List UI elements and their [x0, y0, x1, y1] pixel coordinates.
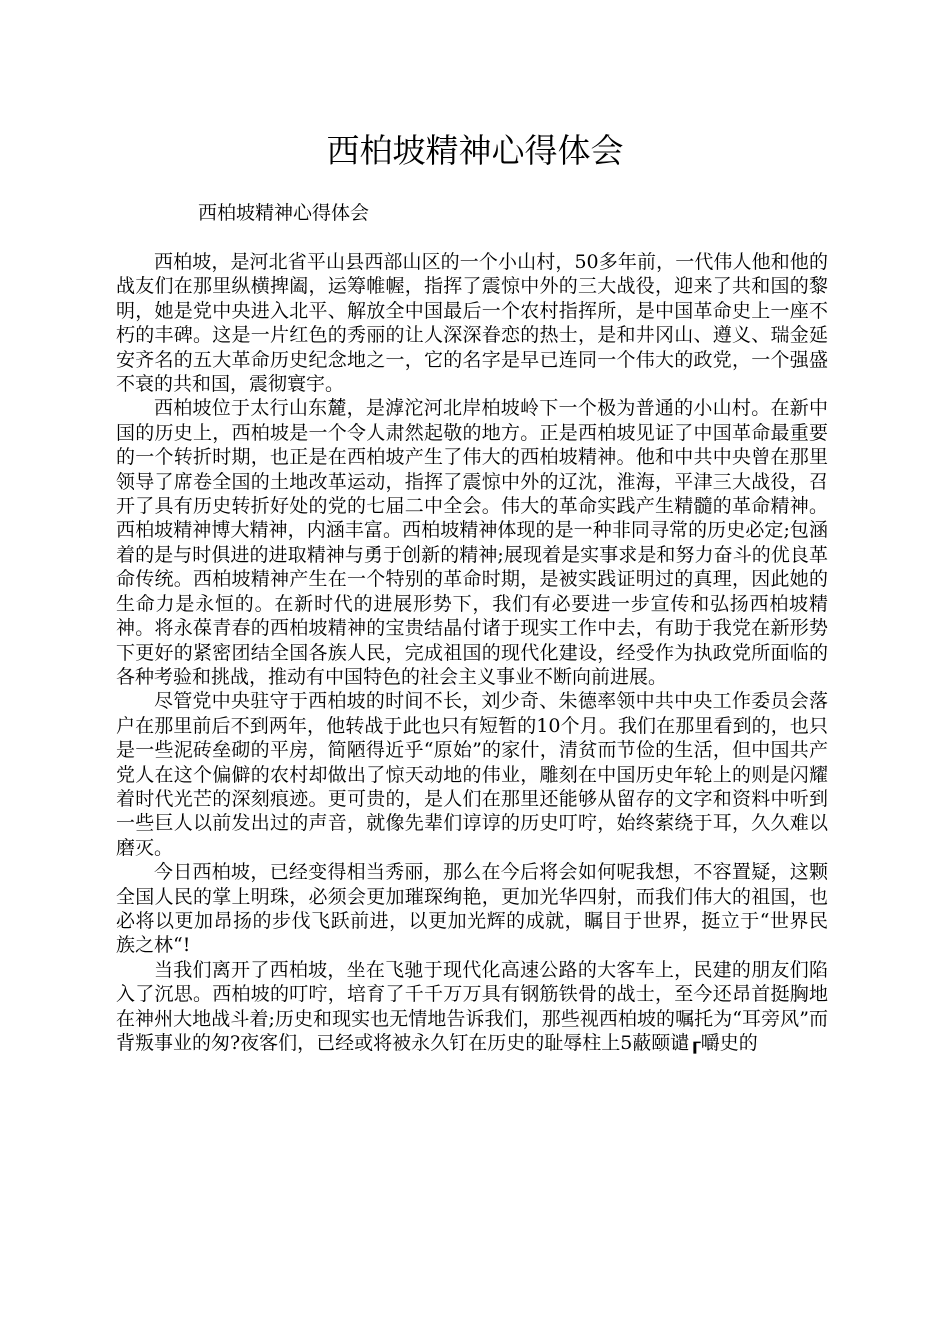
paragraph-2: 西柏坡位于太行山东麓，是滹沱河北岸柏坡岭下一个极为普通的小山村。在新中国的历史上，西柏坡是一个令人肃然起敬的地方。正是西柏坡见证了中国革命最重要的一个转折时期，也正是在西柏坡产生了伟大的西柏坡精神。他和中共中央曾在那里领导了席卷全国的土地改革运动，指挥了震惊中外的辽沈，淮海，平津三大战役，召开了具有历史转折好处的党的七届二中全会。伟大的革命实践产生精髓的革命精神。西柏坡精神博大精神，内涵丰富。西柏坡精神体现的是一种非同寻常的历史必定;包涵着的是与时俱进的进取精神与勇于创新的精神;展现着是实事求是和努力奋斗的优良革命传统。西柏坡精神产生在一个特别的革命时期，是被实践证明过的真理，因此她的生命力是永恒的。在新时代的进展形势下，我们有必要进一步宣传和弘扬西柏坡精神。将永葆青春的西柏坡精神的宝贵结晶付诸于现实工作中去，有助于我党在新形势下更好的紧密团结全国各族人民，完成祖国的现代化建设，经受作为执政党所面临的各种考验和挑战，推动有中国特色的社会主义事业不断向前进展。	[116, 397, 828, 688]
document-subtitle: 西柏坡精神心得体会	[198, 202, 370, 224]
paragraph-5: 当我们离开了西柏坡，坐在飞驰于现代化高速公路的大客车上，民建的朋友们陷入了沉思。西柏坡的叮咛，培育了千千万万具有钢筋铁骨的战士，至今还昂首挺胸地在神州大地战斗着;历史和现实也无情地告诉我们，那些视西柏坡的嘱托为“耳旁风”而背叛事业的匆?夜客们，已经或将被永久钉在历史的耻辱柱上5蔽颐谴┎嚼史的	[116, 958, 828, 1054]
document-title: 西柏坡精神心得体会	[326, 131, 624, 170]
document-body	[116, 250, 828, 1055]
paragraph-4: 今日西柏坡，已经变得相当秀丽，那么在今后将会如何呢我想，不容置疑，这颗全国人民的掌上明珠，必须会更加璀琛绚艳，更加光华四射，而我们伟大的祖国，也必将以更加昂扬的步伐飞跃前进，以更加光辉的成就，瞩目于世界，挺立于“世界民族之林“!	[116, 861, 828, 957]
paragraph-3: 尽管党中央驻守于西柏坡的时间不长，刘少奇、朱德率领中共中央工作委员会落户在那里前后不到两年，他转战于此也只有短暂的10个月。我们在那里看到的，也只是一些泥砖垒砌的平房，简陋得近乎“原始”的家什，清贫而节俭的生活，但中国共产党人在这个偏僻的农村却做出了惊天动地的伟业，雕刻在中国历史年轮上的则是闪耀着时代光芒的深刻痕迹。更可贵的，是人们在那里还能够从留存的文字和资料中听到一些巨人以前发出过的声音，就像先辈们谆谆的历史叮咛，始终萦绕于耳，久久难以磨灭。	[116, 690, 828, 859]
paragraph-1: 西柏坡，是河北省平山县西部山区的一个小山村，50多年前，一代伟人他和他的战友们在那里纵横捭阖，运筹帷幄，指挥了震惊中外的三大战役，迎来了共和国的黎明，她是党中央进入北平、解放全中国最后一个农村指挥所，是中国革命史上一座不朽的丰碑。这是一片红色的秀丽的让人深深眷恋的热士，是和井冈山、遵义、瑞金延安齐名的五大革命历史纪念地之一，它的名字是早已连同一个伟大的政党，一个强盛不衰的共和国，震彻寰宇。	[116, 251, 828, 396]
